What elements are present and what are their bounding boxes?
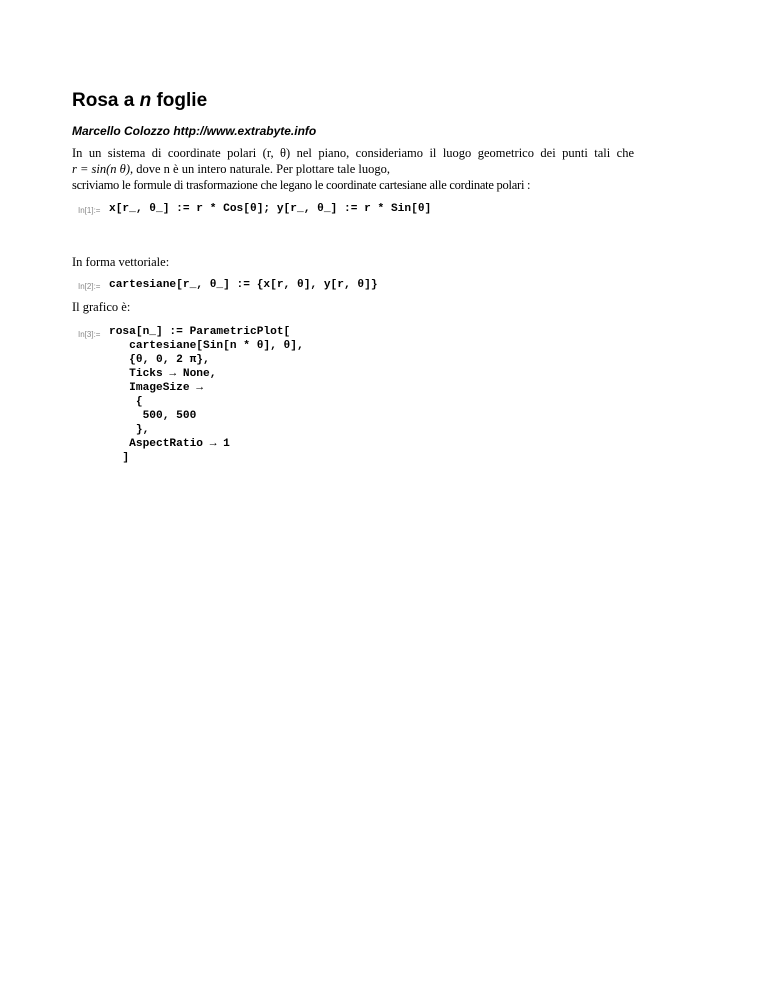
intro-line-1: In un sistema di coordinate polari (r, θ) nel piano, consideriamo il luogo geometrico dei punti tali che: [72, 146, 634, 160]
text-vettoriale: In forma vettoriale:: [72, 255, 170, 269]
title-suffix: foglie: [151, 90, 208, 111]
cell-label-in2: In[2]:=: [78, 282, 101, 291]
intro-line-2: [72, 161, 390, 177]
intro-line-2-rest: dove n è un intero naturale. Per plottare tale luogo,: [133, 162, 390, 176]
text-grafico: Il grafico è:: [72, 300, 131, 314]
author-line: Marcello Colozzo http://www.extrabyte.info: [72, 124, 317, 138]
input-cell-1[interactable]: x[r_, θ_] := r * Cos[θ]; y[r_, θ_] := r * Sin[θ]: [109, 203, 432, 215]
cell-label-in1: In[1]:=: [78, 206, 101, 215]
title-italic-n: n: [139, 90, 152, 111]
intro-line-3: scriviamo le formule di trasformazione che legano le coordinate cartesiane alle cordinate polari :: [72, 178, 531, 192]
rose-equation: r = sin(n θ),: [72, 162, 134, 176]
title-prefix: Rosa a: [72, 90, 140, 111]
page-title: [72, 88, 207, 114]
input-cell-3[interactable]: rosa[n_] := ParametricPlot[ cartesiane[Sin[n * θ], θ], {θ, 0, 2 π}, Ticks → None, ImageSize → { 500, 500 }, AspectRatio → 1 ]: [109, 326, 304, 464]
input-cell-2[interactable]: cartesiane[r_, θ_] := {x[r, θ], y[r, θ]}: [109, 279, 378, 291]
cell-label-in3: In[3]:=: [78, 330, 101, 339]
